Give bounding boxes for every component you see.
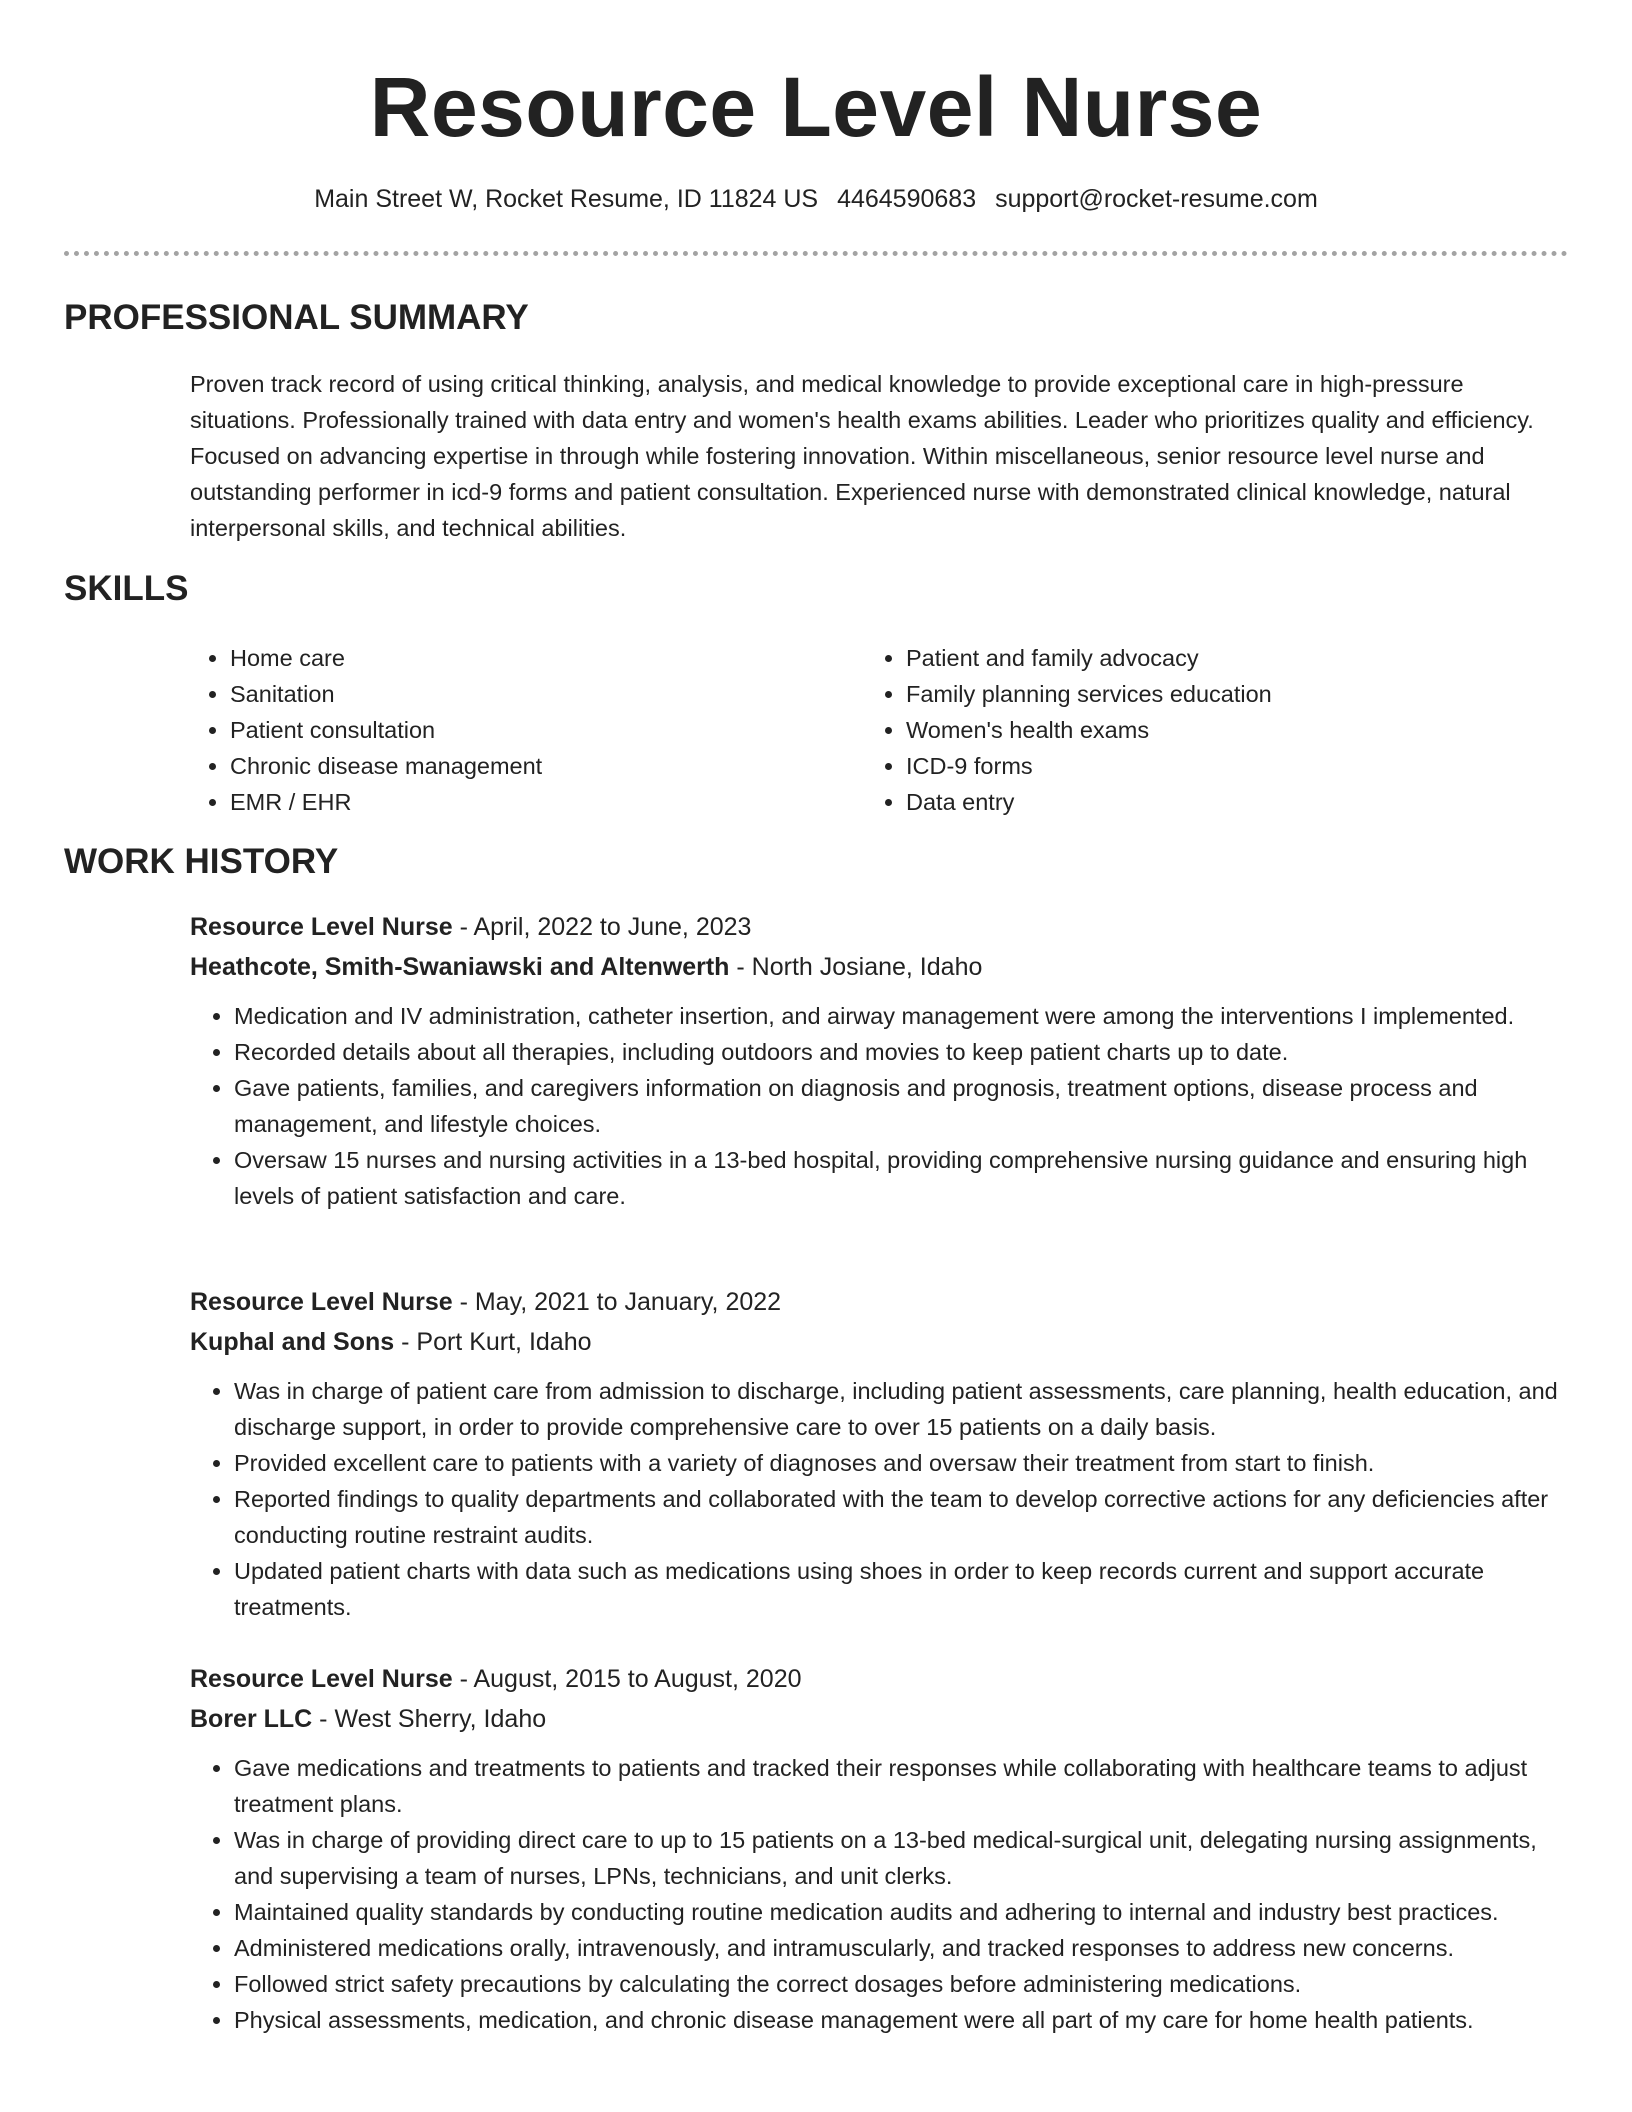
job-location: - Port Kurt, Idaho (394, 1328, 592, 1356)
job-company-line (190, 1700, 1568, 1738)
job-bullet: • Oversaw 15 nurses and nursing activities in a 13-bed hospital, providing comprehensive nursing guidance and ensuring high levels of patient satisfaction and care. (234, 1142, 1568, 1214)
job-bullets (190, 1750, 1568, 2038)
job-bullet: • Provided excellent care to patients with a variety of diagnoses and oversaw their treatment from start to finish. (234, 1445, 1568, 1481)
skills-list-left (186, 640, 542, 820)
job-entry (190, 1283, 1568, 1625)
header-divider (64, 251, 1568, 256)
job-bullet: • Followed strict safety precautions by calculating the correct dosages before administering medications. (234, 1966, 1568, 2002)
job-entry (190, 908, 1568, 1214)
job-company-line (190, 1323, 1568, 1361)
job-bullet: • Reported findings to quality departments and collaborated with the team to develop corrective actions for any deficiencies after conducting routine restraint audits. (234, 1481, 1568, 1553)
job-bullet: • Updated patient charts with data such as medications using shoes in order to keep records current and support accurate treatments. (234, 1553, 1568, 1625)
job-bullet: • Administered medications orally, intravenously, and intramuscularly, and tracked responses to address new concerns. (234, 1930, 1568, 1966)
job-bullets (190, 998, 1568, 1214)
job-location: - North Josiane, Idaho (729, 953, 983, 981)
job-company: Borer LLC (190, 1705, 313, 1733)
skill-item: • Home care (230, 640, 542, 676)
skill-item: • Women's health exams (906, 712, 1272, 748)
job-dates: - May, 2021 to January, 2022 (452, 1288, 782, 1316)
job-bullet: • Was in charge of patient care from admission to discharge, including patient assessments, care planning, health education, and discharge support, in order to provide comprehensive care to over 15 patients on a daily basis. (234, 1373, 1568, 1445)
skill-item: • Sanitation (230, 676, 542, 712)
resume-name: Resource Level Nurse (369, 60, 1263, 154)
job-bullet: • Maintained quality standards by conducting routine medication audits and adhering to internal and industry best practices. (234, 1894, 1568, 1930)
job-title-line (190, 1283, 1568, 1321)
skill-item: • Chronic disease management (230, 748, 542, 784)
job-bullet: • Physical assessments, medication, and chronic disease management were all part of my care for home health patients. (234, 2002, 1568, 2038)
skill-item: • EMR / EHR (230, 784, 542, 820)
job-title: Resource Level Nurse (190, 1288, 453, 1316)
skill-item: • ICD-9 forms (906, 748, 1272, 784)
job-bullets (190, 1373, 1568, 1625)
summary-heading: PROFESSIONAL SUMMARY (64, 298, 529, 337)
job-company: Heathcote, Smith-Swaniawski and Altenwerth (190, 953, 730, 981)
job-company: Kuphal and Sons (190, 1328, 395, 1356)
email: support@rocket-resume.com (995, 185, 1318, 213)
job-company-line (190, 948, 1568, 986)
skill-item: • Patient and family advocacy (906, 640, 1272, 676)
job-entry (190, 1660, 1568, 2038)
job-title-line (190, 1660, 1568, 1698)
work-history-heading: WORK HISTORY (64, 842, 339, 881)
job-bullet: • Gave patients, families, and caregivers information on diagnosis and prognosis, treatment options, disease process and management, and lifestyle choices. (234, 1070, 1568, 1142)
skill-item: • Data entry (906, 784, 1272, 820)
job-title-line (190, 908, 1568, 946)
job-bullet: • Medication and IV administration, catheter insertion, and airway management were among the interventions I implemented. (234, 998, 1568, 1034)
contact-line (0, 180, 1632, 218)
job-dates: - April, 2022 to June, 2023 (452, 913, 752, 941)
skills-list-right (862, 640, 1272, 820)
job-bullet: • Recorded details about all therapies, including outdoors and movies to keep patient charts up to date. (234, 1034, 1568, 1070)
job-bullet: • Was in charge of providing direct care to up to 15 patients on a 13-bed medical-surgical unit, delegating nursing assignments, and supervising a team of nurses, LPNs, technicians, and unit clerks. (234, 1822, 1568, 1894)
job-bullet: • Gave medications and treatments to patients and tracked their responses while collaborating with healthcare teams to adjust treatment plans. (234, 1750, 1568, 1822)
job-location: - West Sherry, Idaho (312, 1705, 547, 1733)
job-title: Resource Level Nurse (190, 913, 453, 941)
skill-item: • Family planning services education (906, 676, 1272, 712)
address: Main Street W, Rocket Resume, ID 11824 US (314, 185, 819, 213)
skills-heading: SKILLS (64, 569, 189, 608)
job-title: Resource Level Nurse (190, 1665, 453, 1693)
summary-text: Proven track record of using critical thinking, analysis, and medical knowledge to provide exceptional care in high-pressure situations. Professionally trained with data entry and women's health exams abilities. Leader who prioritizes quality and efficiency. Focused on advancing expertise in through while fostering innovation. Within miscellaneous, senior resource level nurse and outstanding performer in icd-9 forms and patient consultation. Experienced nurse with demonstrated clinical knowledge, natural interpersonal skills, and technical abilities. (190, 371, 1534, 541)
job-dates: - August, 2015 to August, 2020 (452, 1665, 802, 1693)
skill-item: • Patient consultation (230, 712, 542, 748)
phone: 4464590683 (837, 185, 977, 213)
